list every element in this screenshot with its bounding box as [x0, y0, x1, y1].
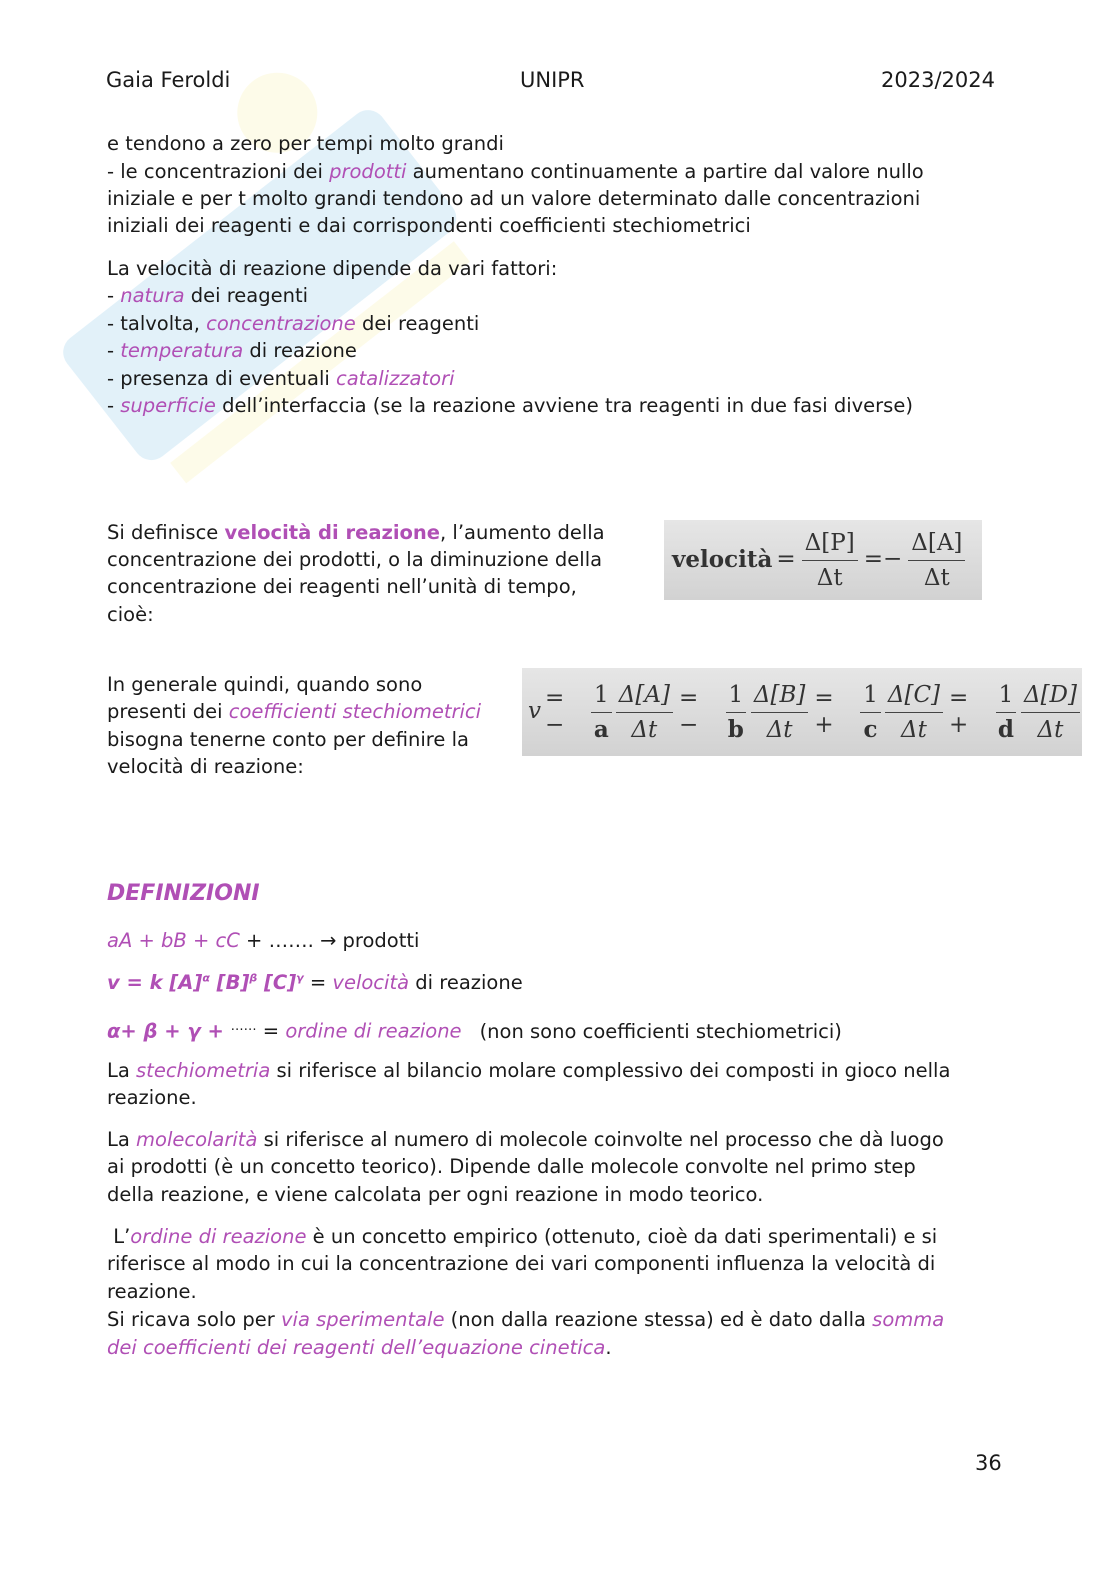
formula-v: v — [528, 698, 541, 725]
ordine-line-4 — [107, 1306, 944, 1334]
intro-line-1: e tendono a zero per tempi molto grandi — [107, 132, 504, 155]
paragraph-text: Si ricava solo per — [107, 1308, 282, 1331]
fraction-denominator: Δt — [766, 716, 793, 743]
list-item-suffix: dei reagenti — [355, 312, 480, 335]
list-item — [107, 365, 455, 393]
fraction-numerator: Δ[A] — [616, 678, 673, 713]
delta-fraction — [1021, 678, 1080, 747]
fraction-numerator: Δ[B] — [751, 678, 808, 713]
fraction-numerator: Δ[A] — [908, 526, 965, 561]
molecolarita-line-3: della reazione, e viene calcolata per ogni reazione in modo teorico. — [107, 1183, 764, 1206]
keyword-molecolarita: molecolarità — [136, 1128, 258, 1151]
intro-line-3: iniziale e per t molto grandi tendono ad un valore determinato dalle concentrazioni — [107, 187, 921, 210]
page-number: 36 — [975, 1451, 1002, 1475]
formula-equals: = — [776, 546, 796, 573]
fraction-reagents — [908, 526, 965, 595]
keyword-ordine-di-reazione: ordine di reazione — [285, 1019, 462, 1043]
fraction-denominator: d — [997, 715, 1014, 743]
stechiometria-line-1 — [107, 1057, 950, 1085]
paragraph-text: L’ — [107, 1225, 131, 1248]
rate-law-equals: = — [303, 971, 333, 994]
definition-line-2: concentrazione dei prodotti, o la diminuzione della — [107, 548, 603, 571]
molecolarita-line-2: ai prodotti (è un concetto teorico). Dipende dalle molecole convolte nel primo step — [107, 1155, 916, 1178]
fraction-numerator: Δ[C] — [885, 678, 943, 713]
formula-operator: = − — [545, 684, 565, 738]
definition-line-3: concentrazione dei reagenti nell’unità di tempo, — [107, 575, 577, 598]
general-line-1: In generale quindi, quando sono — [107, 673, 423, 696]
fraction-numerator: Δ[P] — [802, 526, 858, 561]
order-dots: …… — [230, 1019, 257, 1034]
reaction-equation — [107, 927, 419, 955]
formula-operator: = + — [949, 684, 969, 738]
list-item — [107, 392, 913, 420]
order-note: (non sono coefficienti stechiometrici) — [479, 1019, 842, 1043]
fraction-denominator: c — [863, 715, 878, 743]
fraction-numerator: 1 — [996, 678, 1017, 713]
formula-operator: = − — [678, 684, 699, 738]
keyword-prodotti: prodotti — [329, 160, 407, 183]
fraction-denominator: Δt — [901, 716, 927, 743]
keyword-natura: natura — [120, 284, 185, 307]
keyword-concentrazione: concentrazione — [206, 312, 356, 335]
list-item-prefix: - presenza di eventuali — [107, 367, 336, 390]
keyword-superficie: superficie — [120, 394, 216, 417]
general-velocity-formula — [522, 668, 1082, 756]
order-definition — [107, 1013, 842, 1045]
keyword-coefficienti-stechiometrici: coefficienti stechiometrici — [228, 700, 482, 723]
paragraph-text: si riferisce al bilancio molare complessivo dei composti in gioco nella — [270, 1059, 951, 1082]
list-item-suffix: dei reagenti — [184, 284, 309, 307]
ordine-line-2: riferisce al modo in cui la concentrazione dei vari componenti influenza la velocità di — [107, 1252, 936, 1275]
intro-line-4: iniziali dei reagenti e dai corrispondenti coefficienti stechiometrici — [107, 214, 751, 237]
fraction-numerator: 1 — [726, 678, 747, 713]
general-line-4: velocità di reazione: — [107, 755, 304, 778]
keyword-temperatura: temperatura — [120, 339, 244, 362]
velocity-formula — [664, 520, 982, 600]
keyword-velocita-di-reazione: velocità di reazione — [224, 521, 441, 544]
definition-line-4: cioè: — [107, 603, 154, 626]
fraction-products — [802, 526, 858, 595]
fraction-numerator: 1 — [591, 678, 612, 713]
fraction-denominator: Δt — [631, 716, 658, 743]
fraction-denominator: Δt — [923, 564, 950, 591]
list-item — [107, 337, 357, 365]
paragraph-text: La — [107, 1059, 137, 1082]
paragraph-text: (non dalla reazione stessa) ed è dato dalla — [444, 1308, 873, 1331]
header-university: UNIPR — [520, 68, 585, 92]
stechiometria-line-2: reazione. — [107, 1086, 197, 1109]
exponent-beta: β — [249, 971, 258, 985]
ordine-line-5 — [107, 1334, 612, 1362]
header-author: Gaia Feroldi — [106, 68, 231, 92]
delta-fraction — [616, 678, 673, 747]
keyword-velocita: velocità — [332, 971, 410, 994]
rate-law-a: v = k [A] — [107, 971, 203, 994]
reaction-products: + ……. → prodotti — [239, 929, 420, 952]
definition-text: Si definisce — [107, 521, 225, 544]
order-sum: α+ β + γ + — [107, 1019, 231, 1043]
formula-operator: = + — [814, 684, 834, 738]
paragraph-text: si riferisce al numero di molecole coinvolte nel processo che dà luogo — [257, 1128, 944, 1151]
ordine-line-1 — [107, 1223, 937, 1251]
list-item-suffix: di reazione — [243, 339, 357, 362]
list-item-prefix: - — [107, 339, 121, 362]
fraction-numerator: Δ[D] — [1021, 678, 1080, 713]
reaction-reagents: aA + bB + cC — [107, 929, 240, 952]
keyword-catalizzatori: catalizzatori — [335, 367, 455, 390]
fraction-denominator: Δt — [1037, 716, 1064, 743]
keyword-somma: somma — [872, 1308, 945, 1331]
list-item — [107, 282, 308, 310]
keyword-via-sperimentale: via sperimentale — [281, 1308, 445, 1331]
molecolarita-line-1 — [107, 1126, 944, 1154]
keyword-ordine-di-reazione: ordine di reazione — [130, 1225, 307, 1248]
fraction-denominator: b — [727, 715, 744, 743]
rate-law-b: [B] — [209, 971, 250, 994]
paragraph-text: La — [107, 1128, 137, 1151]
delta-fraction — [885, 678, 943, 747]
general-line-2 — [107, 698, 481, 726]
formula-lhs: velocità — [672, 546, 773, 574]
fraction-numerator: 1 — [860, 678, 881, 713]
header-year: 2023/2024 — [881, 68, 995, 92]
ordine-line-3: reazione. — [107, 1280, 197, 1303]
general-text: presenti dei — [107, 700, 229, 723]
definition-line-1 — [107, 519, 605, 547]
list-item-prefix: - talvolta, — [107, 312, 207, 335]
fraction-denominator: a — [593, 715, 609, 743]
coef-fraction — [995, 678, 1017, 747]
intro-line-2 — [107, 158, 924, 186]
rate-law-c: [C] — [257, 971, 297, 994]
definition-text: , l’aumento della — [440, 521, 605, 544]
delta-fraction — [751, 678, 808, 747]
factors-title: La velocità di reazione dipende da vari fattori: — [107, 257, 558, 280]
list-item — [107, 310, 479, 338]
exponent-alpha: α — [202, 971, 210, 985]
intro-text: - le concentrazioni dei — [107, 160, 330, 183]
rate-law-suffix: di reazione — [409, 971, 523, 994]
coef-fraction — [860, 678, 881, 747]
fraction-denominator: Δt — [816, 564, 843, 591]
general-line-3: bisogna tenerne conto per definire la — [107, 728, 469, 751]
coef-fraction — [725, 678, 747, 747]
exponent-gamma: γ — [296, 971, 304, 985]
list-item-suffix: dell’interfaccia (se la reazione avviene tra reagenti in due fasi diverse) — [215, 394, 913, 417]
list-item-prefix: - — [107, 284, 121, 307]
paragraph-text: . — [605, 1336, 612, 1359]
rate-law — [107, 969, 523, 997]
coef-fraction — [591, 678, 612, 747]
order-equals: = — [256, 1019, 286, 1043]
rate-law-expression — [107, 971, 304, 994]
section-title-definizioni: DEFINIZIONI — [107, 881, 260, 906]
keyword-stechiometria: stechiometria — [136, 1059, 271, 1082]
keyword-coefficienti-equazione-cinetica: dei coefficienti dei reagenti dell’equazione cinetica — [107, 1336, 606, 1359]
formula-minus: =− — [863, 546, 903, 573]
list-item-prefix: - — [107, 394, 121, 417]
intro-text: aumentano continuamente a partire dal valore nullo — [406, 160, 924, 183]
paragraph-text: è un concetto empirico (ottenuto, cioè da dati sperimentali) e si — [306, 1225, 938, 1248]
